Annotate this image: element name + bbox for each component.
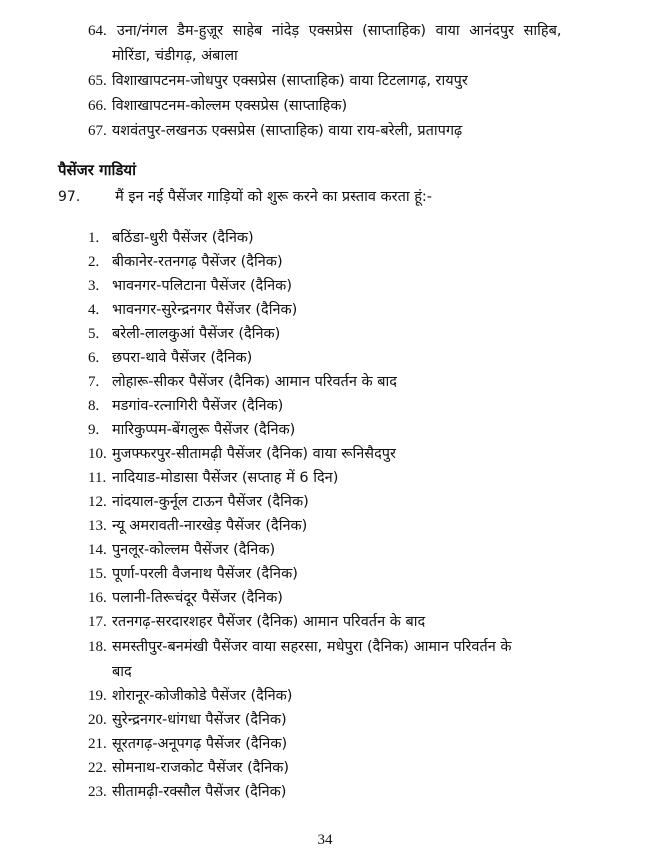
item-number: 64. [88,23,107,39]
list-item: 22. सोमनाथ-राजकोट पैसेंजर (दैनिक) [88,760,290,776]
list-item: 23. सीतामढ़ी-रक्सौल पैसेंजर (दैनिक) [88,784,287,800]
list-item: 5. बरेली-लालकुआं पैसेंजर (दैनिक) [88,326,281,342]
list-item [88,70,468,91]
page-number: 34 [317,832,333,848]
item-number: 65. [88,73,107,89]
list-item: 14. पुनलूर-कोल्लम पैसेंजर (दैनिक) [88,542,276,558]
list-item: 6. छपरा-थावे पैसेंजर (दैनिक) [88,350,253,366]
paragraph-text: मैं इन नई पैसेंजर गाड़ियों को शुरू करने का प्रस्ताव करता हूं:- [115,189,433,205]
list-item: 18. समस्तीपुर-बनमंखी पैसेंजर वाया सहरसा, मधेपुरा (दैनिक) आमान परिवर्तन के [88,639,512,655]
list-item: 19. शोरानूर-कोजीकोडे पैसेंजर (दैनिक) [88,688,293,704]
list-item: 4. भावनगर-सुरेन्द्रनगर पैसेंजर (दैनिक) [88,302,298,318]
list-item: 7. लोहारू-सीकर पैसेंजर (दैनिक) आमान परिवर्तन के बाद [88,374,397,390]
section-heading: पैसेंजर गाडियां [58,161,136,179]
list-item: 9. मारिकुप्पम-बेंगलुरू पैसेंजर (दैनिक) [88,422,296,438]
list-item: 20. सुरेन्द्रनगर-धांगधा पैसेंजर (दैनिक) [88,712,287,728]
list-item: 3. भावनगर-पलिटाना पैसेंजर (दैनिक) [88,278,292,294]
list-item: 10. मुजफ्फरपुर-सीतामढ़ी पैसेंजर (दैनिक) वाया रूनिसैदपुर [88,446,396,462]
list-item: 8. मडगांव-रत्नागिरी पैसेंजर (दैनिक) [88,398,284,414]
item-number: 67. [88,123,107,139]
item-text: यशवंतपुर-लखनऊ एक्सप्रेस (साप्ताहिक) वाया राय-बरेली, प्रतापगढ़ [111,123,463,139]
list-item [88,95,347,116]
list-item [88,20,562,41]
item-text: विशाखापटनम-कोल्लम एक्सप्रेस (साप्ताहिक) [111,98,348,114]
list-item: 13. न्यू अमरावती-नारखेड़ पैसेंजर (दैनिक) [88,518,308,534]
list-item: 21. सूरतगढ़-अनूपगढ़ पैसेंजर (दैनिक) [88,736,288,752]
item-number: 66. [88,98,107,114]
list-item [88,120,462,141]
paragraph-number: 97. [58,189,81,205]
list-item-continuation: मोरिंडा, चंडीगढ़, अंबाला [112,48,238,64]
item-text: उना/नंगल डैम-हुज़ूर साहेब नांदेड़ एक्सप्रेस (साप्ताहिक) वाया आनंदपुर साहिब, [116,23,562,39]
list-item: 17. रतनगढ़-सरदारशहर पैसेंजर (दैनिक) आमान परिवर्तन के बाद [88,614,426,630]
list-item: 12. नांदयाल-कुर्नूल टाऊन पैसेंजर (दैनिक) [88,494,309,510]
list-item: 1. बठिंडा-धुरी पैसेंजर (दैनिक) [88,230,254,246]
list-item: 15. पूर्णा-परली वैजनाथ पैसेंजर (दैनिक) [88,566,298,582]
item-text: विशाखापटनम-जोधपुर एक्सप्रेस (साप्ताहिक) वाया टिटलागढ़, रायपुर [111,73,468,89]
list-item: 2. बीकानेर-रतनगढ़ पैसेंजर (दैनिक) [88,254,283,270]
list-item-continuation: बाद [112,664,132,680]
list-item: 16. पलानी-तिरूचंदूर पैसेंजर (दैनिक) [88,590,283,606]
list-item: 11. नादियाड-मोडासा पैसेंजर (सप्ताह में 6 दिन) [88,470,339,486]
intro-paragraph [58,186,432,207]
